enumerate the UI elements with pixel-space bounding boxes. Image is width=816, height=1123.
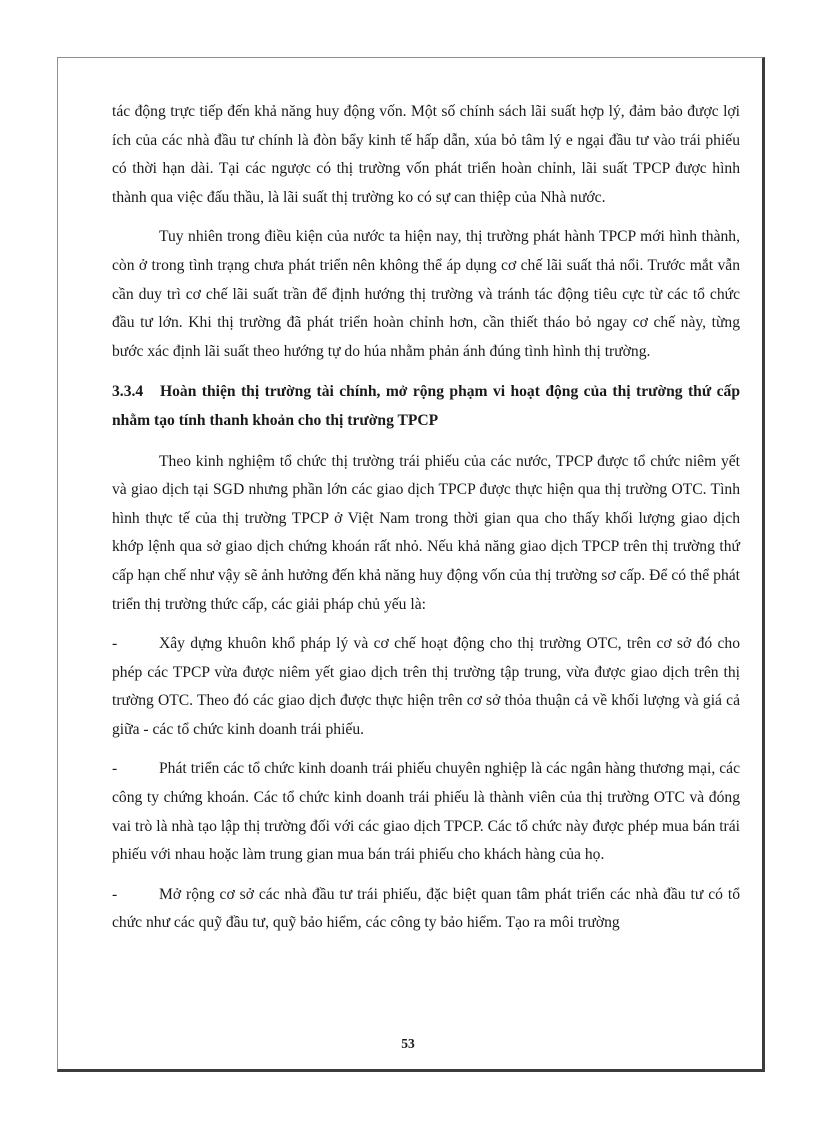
paragraph-continuation: tác động trực tiếp đến khả năng huy động vốn. Một số chính sách lãi suất hợp lý, đảm bảo được lợi ích của các nhà đầu tư chính là đòn bẩy kinh tế hấp dẫn, xúa bỏ tâm lý e ngại đầu tư vào trái phiếu có thời hạn dài. Tại các ngược có thị trường vốn phát triển hoàn chỉnh, lãi suất TPCP được hình thành qua việc đấu thầu, là lãi suất thị trường ko có sự can thiệp của Nhà nước. (112, 103, 740, 206)
bullet-text: Phát triển các tổ chức kinh doanh trái phiếu chuyên nghiệp là các ngân hàng thương mại, các công ty chứng khoán. Các tổ chức kinh doanh trái phiếu là thành viên của thị trường OTC và đóng vai trò là nhà tạo lập thị trường đối với các giao dịch TPCP. Các tổ chức này được phép mua bán trái phiếu với nhau hoặc làm trung gian mua bán trái phiếu cho khách hàng của họ. (112, 760, 740, 864)
paragraph-interest-rate: Tuy nhiên trong điều kiện của nước ta hiện nay, thị trường phát hành TPCP mới hình thành, còn ở trong tình trạng chưa phát triển nên không thể áp dụng cơ chế lãi suất thả nổi. Trước mắt vẫn cần duy trì cơ chế lãi suất trần để định hướng thị trường và tránh tác động tiêu cực từ các tổ chức đầu tư lớn. Khi thị trường đã phát triển hoàn chỉnh hơn, cần thiết tháo bỏ ngay cơ chế này, từng bước xác định lãi suất theo hướng tự do húa nhằm phản ánh đúng tình hình thị trường. (112, 228, 740, 360)
bullet-item (112, 630, 740, 744)
section-heading (112, 378, 740, 435)
paragraph-intro: Theo kinh nghiệm tổ chức thị trường trái phiếu của các nước, TPCP được tổ chức niêm yết và giao dịch tại SGD nhưng phần lớn các giao dịch TPCP được thực hiện qua thị trường OTC. Tình hình thực tế của thị trường TPCP ở Việt Nam trong thời gian qua cho thấy khối lượng giao dịch khớp lệnh qua sở giao dịch chứng khoán rất nhỏ. Nếu khả năng giao dịch TPCP trên thị trường thứ cấp hạn chế như vậy sẽ ảnh hưởng đến khả năng huy động vốn của thị trường sơ cấp. Để có thể phát triển thị trường thức cấp, các giải pháp chủ yếu là: (112, 452, 740, 613)
bullet-item (112, 755, 740, 869)
bullet-dash: - (112, 635, 118, 653)
bullet-text: Xây dựng khuôn khổ pháp lý và cơ chế hoạt động cho thị trường OTC, trên cơ sở đó cho phép các TPCP vừa được niêm yết giao dịch trên thị trường tập trung, vừa được giao dịch trên thị trường OTC. Theo đó các giao dịch được thực hiện trên cơ sở thỏa thuận cả về khối lượng và giá cả giữa - các tổ chức kinh doanh trái phiếu. (112, 635, 740, 738)
page-number: 53 (401, 1036, 415, 1051)
bullet-dash: - (112, 760, 118, 778)
bullet-dash: - (112, 885, 118, 903)
bullet-item (112, 881, 740, 938)
bullet-text: Mở rộng cơ sở các nhà đầu tư trái phiếu, đặc biệt quan tâm phát triển các nhà đầu tư có tổ chức như các quỹ đầu tư, quỹ bảo hiểm, các công ty bảo hiểm. Tạo ra môi trường (112, 885, 740, 932)
section-number: 3.3.4 (112, 383, 144, 401)
document-body (112, 98, 740, 949)
section-title: Hoàn thiện thị trường tài chính, mở rộng phạm vi hoạt động của thị trường thứ cấp nhằm tạo tính thanh khoản cho thị trường TPCP (112, 383, 740, 429)
